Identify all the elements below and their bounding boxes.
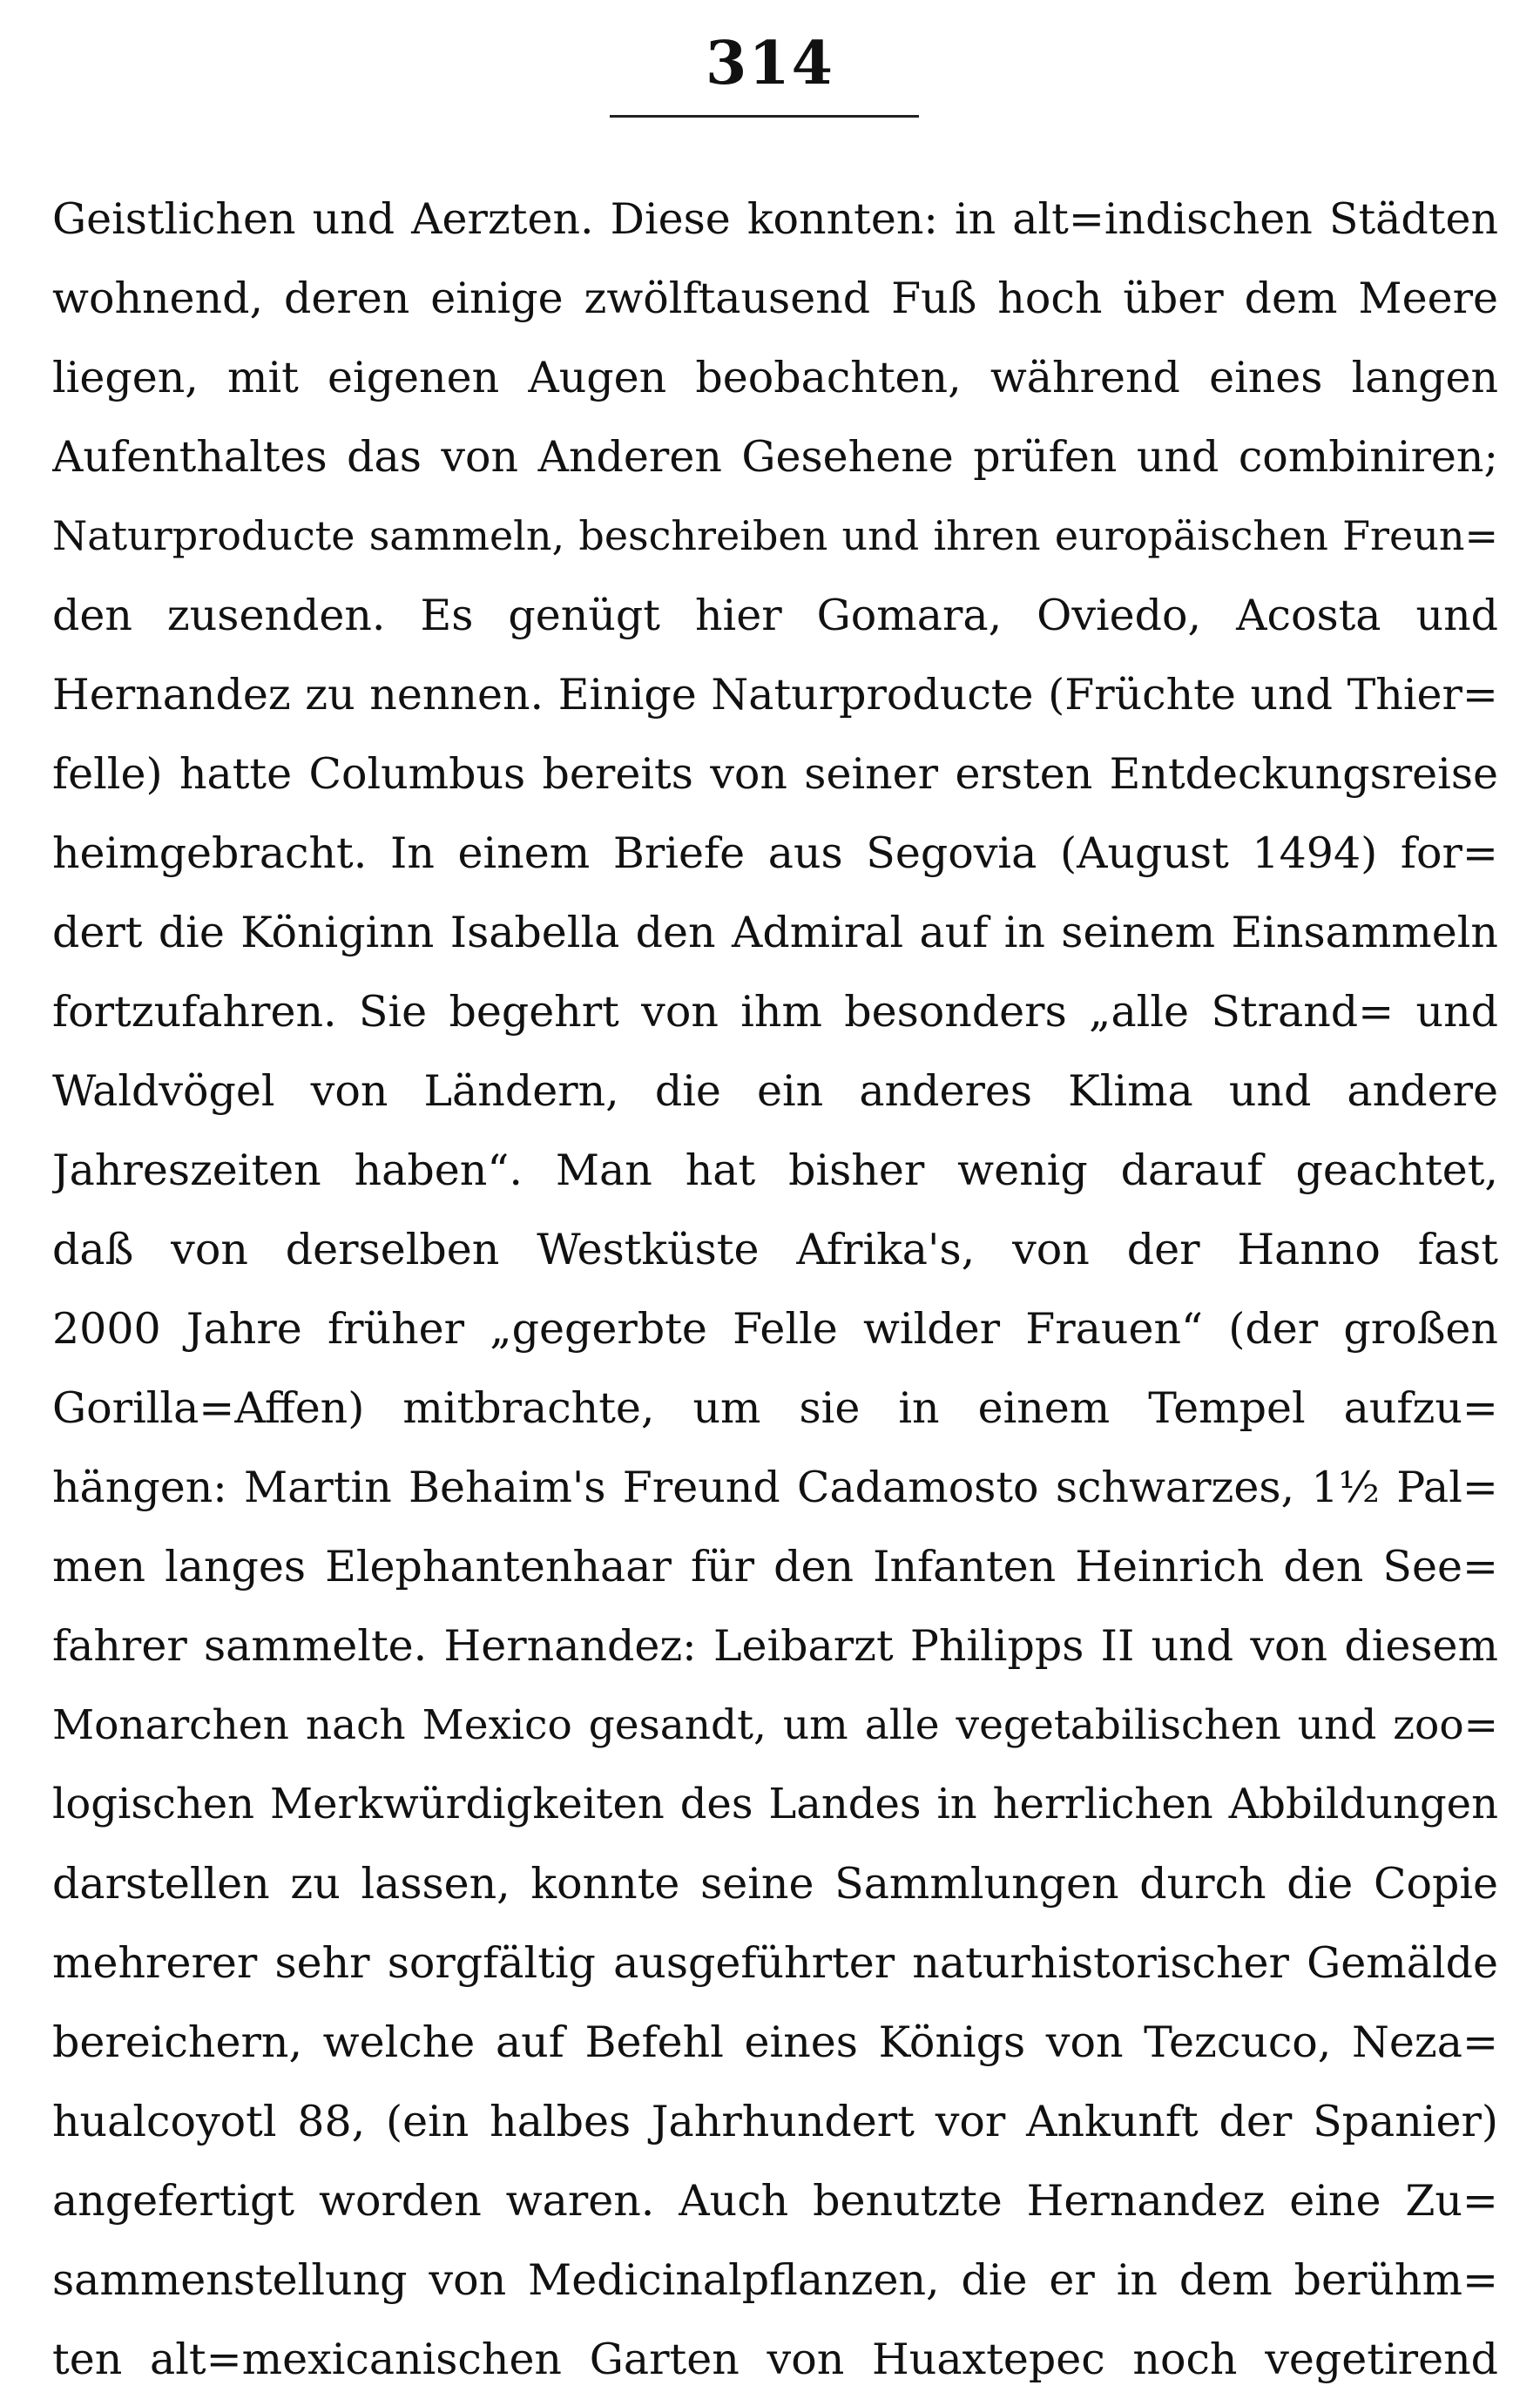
text-line: logischen Merkwürdigkeiten des Landes in herrlichen Abbildungen: [52, 1780, 1498, 1828]
text-line: felle) hatte Columbus bereits von seiner ersten Entdeckungsreise: [52, 749, 1498, 799]
text-line: bereichern, welche auf Befehl eines Königs von Tezcuco, Neza=: [52, 2017, 1498, 2067]
text-line: ten alt=mexicanischen Garten von Huaxtepec noch vegetirend: [52, 2335, 1498, 2384]
text-line: sammenstellung von Medicinalpflanzen, die er in dem berühm=: [52, 2255, 1498, 2305]
text-line: 2000 Jahre früher „gegerbte Felle wilder Frauen“ (der großen: [52, 1304, 1498, 1354]
text-line: Jahreszeiten haben“. Man hat bisher wenig darauf geachtet,: [52, 1145, 1498, 1195]
text-line: Aufenthaltes das von Anderen Gesehene prüfen und combiniren;: [52, 432, 1498, 482]
text-line: darstellen zu lassen, konnte seine Sammlungen durch die Copie: [52, 1859, 1498, 1909]
text-line: den zusenden. Es genügt hier Gomara, Oviedo, Acosta und: [52, 591, 1498, 640]
text-line: heimgebracht. In einem Briefe aus Segovia (August 1494) for=: [52, 828, 1498, 878]
text-line: men langes Elephantenhaar für den Infanten Heinrich den See=: [52, 1542, 1498, 1591]
body-text: [52, 179, 1498, 2399]
text-line: Monarchen nach Mexico gesandt, um alle vegetabilischen und zoo=: [52, 1701, 1498, 1749]
text-line: dert die Königinn Isabella den Admiral auf in seinem Einsammeln: [52, 908, 1498, 957]
text-line: Waldvögel von Ländern, die ein anderes Klima und andere: [52, 1066, 1498, 1116]
text-line: wohnend, deren einige zwölftausend Fuß hoch über dem Meere: [52, 274, 1498, 323]
text-line: daß von derselben Westküste Afrika's, von der Hanno fast: [52, 1225, 1498, 1274]
text-line: hualcoyotl 88, (ein halbes Jahrhundert vor Ankunft der Spanier): [52, 2097, 1498, 2146]
text-line: angefertigt worden waren. Auch benutzte Hernandez eine Zu=: [52, 2176, 1498, 2226]
page-number: 314: [706, 29, 834, 98]
text-line: fahrer sammelte. Hernandez: Leibarzt Philipps II und von diesem: [52, 1621, 1498, 1671]
text-line: hängen: Martin Behaim's Freund Cadamosto schwarzes, 1½ Pal=: [52, 1463, 1498, 1512]
text-line: fortzufahren. Sie begehrt von ihm besonders „alle Strand= und: [52, 987, 1498, 1037]
header-rule: [610, 115, 919, 118]
text-line: Naturproducte sammeln, beschreiben und ihren europäischen Freun=: [52, 512, 1498, 559]
text-line: Hernandez zu nennen. Einige Naturproducte (Früchte und Thier=: [52, 670, 1498, 720]
text-line: mehrerer sehr sorgfältig ausgeführter naturhistorischer Gemälde: [52, 1938, 1498, 1988]
text-line: Gorilla=Affen) mitbrachte, um sie in einem Tempel aufzu=: [52, 1383, 1498, 1433]
text-line: liegen, mit eigenen Augen beobachten, während eines langen: [52, 353, 1498, 402]
text-line: Geistlichen und Aerzten. Diese konnten: in alt=indischen Städten: [52, 194, 1498, 244]
